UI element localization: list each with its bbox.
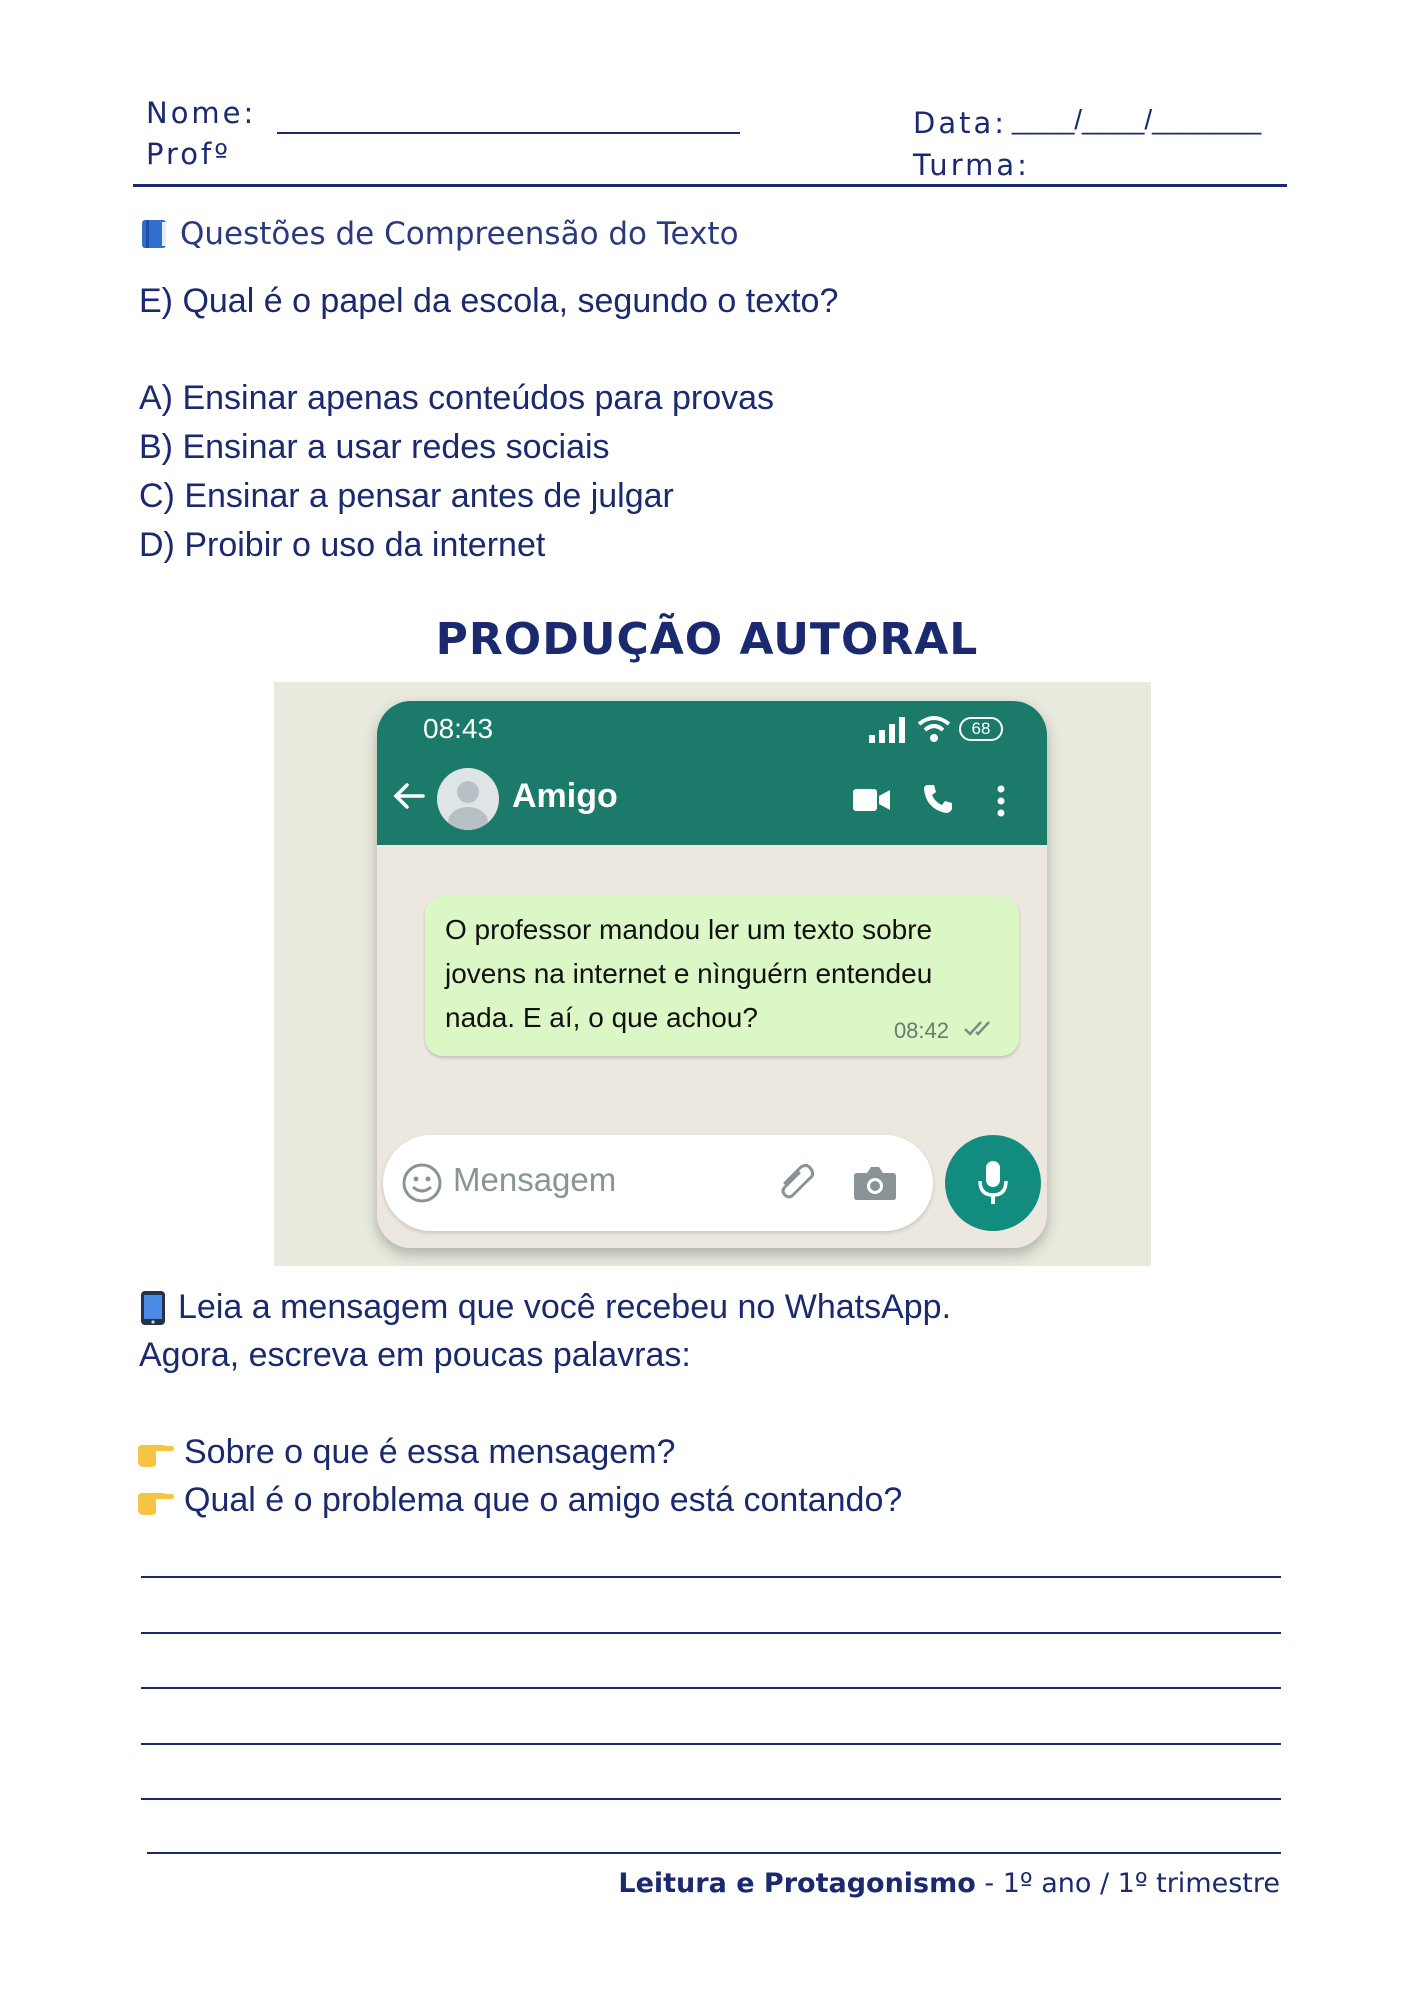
answer-line-6[interactable]: [147, 1852, 1281, 1854]
date-label: Data:: [913, 106, 1008, 140]
message-time: 08:42: [893, 1018, 949, 1043]
message-input-bar[interactable]: [383, 1135, 933, 1231]
question-text: E) Qual é o papel da escola, segundo o texto?: [139, 282, 839, 320]
phone-screen: [377, 701, 1047, 1248]
chat-area: [377, 845, 1047, 1248]
phone-call-icon[interactable]: [922, 783, 954, 820]
contact-name[interactable]: Amigo: [512, 777, 618, 815]
class-label: Turma:: [913, 148, 1030, 182]
camera-icon[interactable]: [853, 1165, 897, 1206]
answer-line-3[interactable]: [141, 1687, 1281, 1689]
book-icon: [140, 218, 170, 250]
production-title: PRODUÇÃO AUTORAL: [435, 614, 979, 665]
option-d[interactable]: D) Proibir o uso da internet: [139, 526, 546, 564]
prompt-1: Sobre o que é essa mensagem?: [184, 1433, 676, 1471]
double-check-icon: [963, 1019, 997, 1042]
prompt-row-2: [136, 1481, 902, 1520]
instruction-line-1: Leia a mensagem que você recebeu no WhatsApp.: [178, 1288, 952, 1326]
answer-line-5[interactable]: [141, 1798, 1281, 1800]
footer-grade: - 1º ano / 1º trimestre: [975, 1868, 1280, 1899]
avatar[interactable]: [437, 768, 499, 830]
wifi-icon: [917, 715, 951, 748]
pointing-hand-icon: [136, 1437, 176, 1469]
status-time: 08:43: [423, 713, 494, 744]
message-line: nada. E aí, o que achou?: [445, 1002, 758, 1033]
emoji-icon[interactable]: [401, 1162, 443, 1209]
prompt-row-1: [136, 1433, 675, 1472]
more-options-icon[interactable]: [996, 785, 1006, 822]
option-c[interactable]: C) Ensinar a pensar antes de julgar: [139, 477, 674, 515]
section-title-row: [140, 214, 739, 254]
prompt-2: Qual é o problema que o amigo está contando?: [184, 1481, 903, 1519]
footer-title: Leitura e Protagonismo: [618, 1868, 976, 1899]
battery-icon: 68: [959, 717, 1003, 741]
message-bubble[interactable]: [425, 896, 1019, 1056]
message-line: O professor mandou ler um texto sobre: [445, 914, 933, 945]
pointing-hand-icon: [136, 1485, 176, 1517]
mobile-phone-icon: [140, 1290, 166, 1326]
message-input[interactable]: Mensagem: [453, 1161, 617, 1198]
answer-line-2[interactable]: [141, 1632, 1281, 1634]
attach-icon[interactable]: [775, 1161, 819, 1210]
video-call-icon[interactable]: [853, 787, 891, 818]
signal-icon: [869, 717, 907, 748]
name-line[interactable]: [277, 100, 740, 134]
message-line: jovens na internet e nìnguérn entendeu: [445, 958, 933, 989]
back-arrow-icon[interactable]: [393, 781, 425, 816]
options-list: [139, 374, 774, 570]
option-b[interactable]: B) Ensinar a usar redes sociais: [139, 428, 610, 466]
header-divider: [133, 184, 1287, 187]
answer-line-4[interactable]: [141, 1743, 1281, 1745]
date-blanks[interactable]: ____/____/_______: [1012, 104, 1262, 135]
instruction-row: [140, 1288, 951, 1327]
option-a[interactable]: A) Ensinar apenas conteúdos para provas: [139, 379, 775, 417]
instruction-line-2: Agora, escreva em poucas palavras:: [139, 1336, 691, 1374]
whatsapp-screenshot: [274, 682, 1151, 1266]
name-label: Nome:: [146, 96, 257, 130]
section-title: Questões de Compreensão do Texto: [180, 216, 739, 252]
answer-line-1[interactable]: [141, 1576, 1281, 1578]
teacher-label: Profº: [146, 137, 231, 171]
footer: [618, 1868, 1280, 1899]
mic-button[interactable]: [945, 1135, 1041, 1231]
microphone-icon: [977, 1159, 1009, 1212]
chat-header: [377, 701, 1047, 845]
